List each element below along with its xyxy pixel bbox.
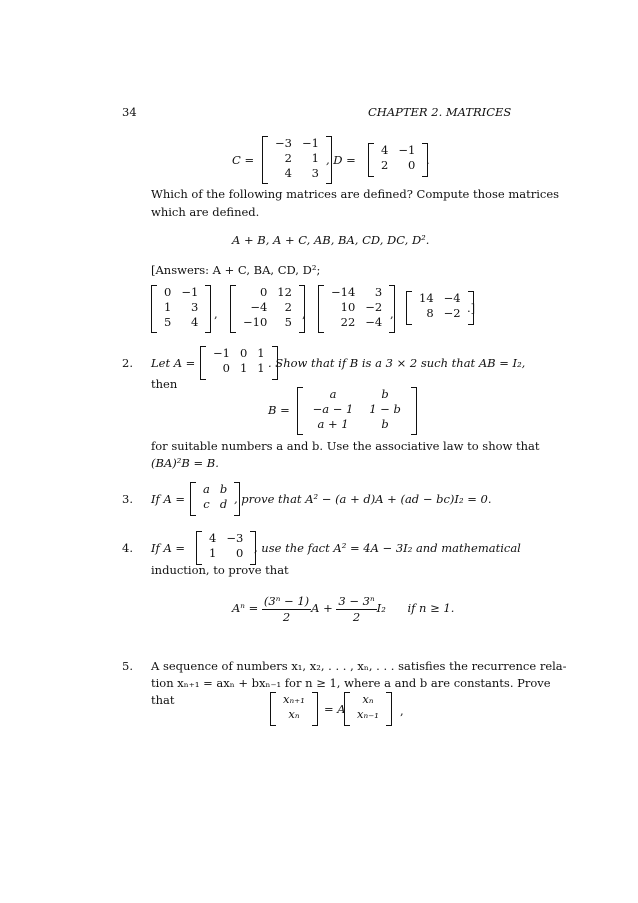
q5-trail: , xyxy=(400,704,404,718)
matrix-entry: c xyxy=(203,497,210,511)
matrix-entry: 3 xyxy=(374,285,383,299)
matrix-entry: 8 xyxy=(426,306,434,320)
matrix-entry: −2 xyxy=(365,300,383,314)
matrix-C xyxy=(262,136,332,184)
matrix-entry: xₙ xyxy=(288,707,300,721)
matrix-entry: 0 xyxy=(235,546,244,560)
answers-close: .] xyxy=(467,301,476,315)
chapter-header: CHAPTER 2. MATRICES xyxy=(368,105,512,119)
matrix-entry: 0 xyxy=(407,158,416,172)
mat-D-trail: . xyxy=(426,153,430,167)
matrix-entry: xₙ₊₁ xyxy=(283,692,305,706)
q2-line3: for suitable numbers a and b. Use the associative law to show that xyxy=(151,439,540,453)
q1-text-line1: Which of the following matrices are defined? Compute those matrices xyxy=(151,187,560,201)
comma-3: , xyxy=(390,307,394,321)
matrix-entry: a xyxy=(329,387,337,401)
fraction-numerator: 3 − 3ⁿ xyxy=(338,593,375,608)
q2-then: then xyxy=(151,377,178,391)
matrix-entry: −14 xyxy=(331,285,356,299)
matrix-entry: −a − 1 xyxy=(312,402,354,416)
q2-B-label: B = xyxy=(268,403,290,417)
matrix-entry: 4 xyxy=(284,166,292,180)
matrix-entry: 1 xyxy=(209,546,217,560)
matrix-entry: −3 xyxy=(275,136,292,150)
matrix-entry: 12 xyxy=(277,285,292,299)
comma-1: , xyxy=(214,307,218,321)
matrix-entry: 5 xyxy=(284,315,292,329)
matrix-entry: 1 xyxy=(239,361,248,375)
q2-matrix-B xyxy=(297,387,417,435)
matrix-entry: 1 xyxy=(257,361,265,375)
matrix-entry: 14 xyxy=(419,291,434,305)
q2-line4: (BA)²B = B. xyxy=(151,456,219,470)
matrix-entry: a + 1 xyxy=(317,417,349,431)
answer-matrix-3 xyxy=(318,285,395,333)
matrix-entry: −1 xyxy=(398,143,416,157)
matrix-entry: 2 xyxy=(381,158,389,172)
mat-C-label: C = xyxy=(232,153,255,167)
q2-matrix-A xyxy=(200,346,278,380)
matrix-entry: 0 xyxy=(222,361,230,375)
q3-matrix-A xyxy=(190,482,240,516)
fraction-numerator: (3ⁿ − 1) xyxy=(263,593,310,608)
matrix-entry: 4 xyxy=(209,531,217,545)
matrix-entry: 2 xyxy=(284,300,292,314)
matrix-entry: 22 xyxy=(340,315,356,329)
q4-formula xyxy=(232,590,454,626)
q4-number: 4. xyxy=(122,541,133,555)
q2-let: Let A = xyxy=(151,356,196,370)
matrix-entry: −4 xyxy=(443,291,461,305)
matrix-entry: b xyxy=(219,482,228,496)
matrix-entry: a xyxy=(203,482,210,496)
q1-list: A + B, A + C, AB, BA, CD, DC, D². xyxy=(232,233,430,247)
q5-line2: tion xₙ₊₁ = axₙ + bxₙ₋₁ for n ≥ 1, where a and b are constants. Prove xyxy=(151,676,551,690)
fraction-denominator: 2 xyxy=(352,609,361,624)
q4-matrix-A xyxy=(196,531,256,565)
q5-equals-A: = A xyxy=(324,702,346,716)
q1-answers-intro: [Answers: A + C, BA, CD, D²; xyxy=(151,263,321,277)
q4-if: If A = xyxy=(151,541,186,555)
answer-matrix-4 xyxy=(406,291,474,325)
answer-matrix-2 xyxy=(230,285,305,333)
matrix-entry: 5 xyxy=(164,315,172,329)
page-number: 34 xyxy=(122,105,137,119)
matrix-entry: 4 xyxy=(190,315,199,329)
matrix-entry: 1 − b xyxy=(369,402,401,416)
matrix-entry: −1 xyxy=(301,136,319,150)
q3-number: 3. xyxy=(122,492,133,506)
q5-vector-right xyxy=(344,692,392,726)
matrix-entry: −2 xyxy=(443,306,461,320)
formula-condition: if n ≥ 1. xyxy=(407,601,455,615)
q5-line1: A sequence of numbers x₁, x₂, . . . , xₙ, . . . satisfies the recurrence rela- xyxy=(151,659,567,673)
matrix-entry: −3 xyxy=(226,531,244,545)
matrix-entry: 1 xyxy=(164,300,172,314)
q2-number: 2. xyxy=(122,356,133,370)
matrix-entry: 10 xyxy=(340,300,356,314)
q1-text-line2: which are defined. xyxy=(151,205,260,219)
matrix-entry: b xyxy=(381,387,389,401)
q5-vector-left xyxy=(270,692,318,726)
matrix-entry: −1 xyxy=(181,285,199,299)
fraction-denominator: 2 xyxy=(282,609,291,624)
formula-mid: A + xyxy=(311,601,333,615)
comma-2: , xyxy=(302,307,306,321)
matrix-entry: 1 xyxy=(257,346,265,360)
matrix-entry: 0 xyxy=(259,285,268,299)
matrix-entry: 4 xyxy=(381,143,389,157)
answer-matrix-1 xyxy=(151,285,211,333)
formula-tail: I₂ xyxy=(376,601,386,615)
matrix-entry: xₙ₋₁ xyxy=(357,707,379,721)
matrix-D xyxy=(368,143,428,177)
q3-statement: , prove that A² − (a + d)A + (ad − bc)I₂ = 0. xyxy=(234,492,492,506)
mat-D-label: , D = xyxy=(326,153,356,167)
fraction-1 xyxy=(262,594,311,625)
matrix-entry: xₙ xyxy=(362,692,374,706)
matrix-entry: b xyxy=(381,417,389,431)
formula-lhs: Aⁿ = xyxy=(232,601,259,615)
matrix-entry: 3 xyxy=(190,300,199,314)
q5-line3: that xyxy=(151,693,175,707)
matrix-entry: 0 xyxy=(239,346,248,360)
matrix-entry: −10 xyxy=(243,315,268,329)
matrix-entry: −4 xyxy=(250,300,268,314)
matrix-entry: −1 xyxy=(213,346,230,360)
q4-line2: induction, to prove that xyxy=(151,563,289,577)
matrix-entry: 1 xyxy=(311,151,319,165)
q4-statement: , use the fact A² = 4A − 3I₂ and mathematical xyxy=(254,541,521,555)
matrix-entry: 3 xyxy=(311,166,319,180)
q5-number: 5. xyxy=(122,659,133,673)
fraction-2 xyxy=(336,594,376,625)
matrix-entry: 0 xyxy=(164,285,172,299)
q2-statement: . Show that if B is a 3 × 2 such that AB = I₂, xyxy=(268,356,526,370)
matrix-entry: d xyxy=(219,497,228,511)
q3-if: If A = xyxy=(151,492,186,506)
matrix-entry: −4 xyxy=(365,315,383,329)
matrix-entry: 2 xyxy=(284,151,292,165)
